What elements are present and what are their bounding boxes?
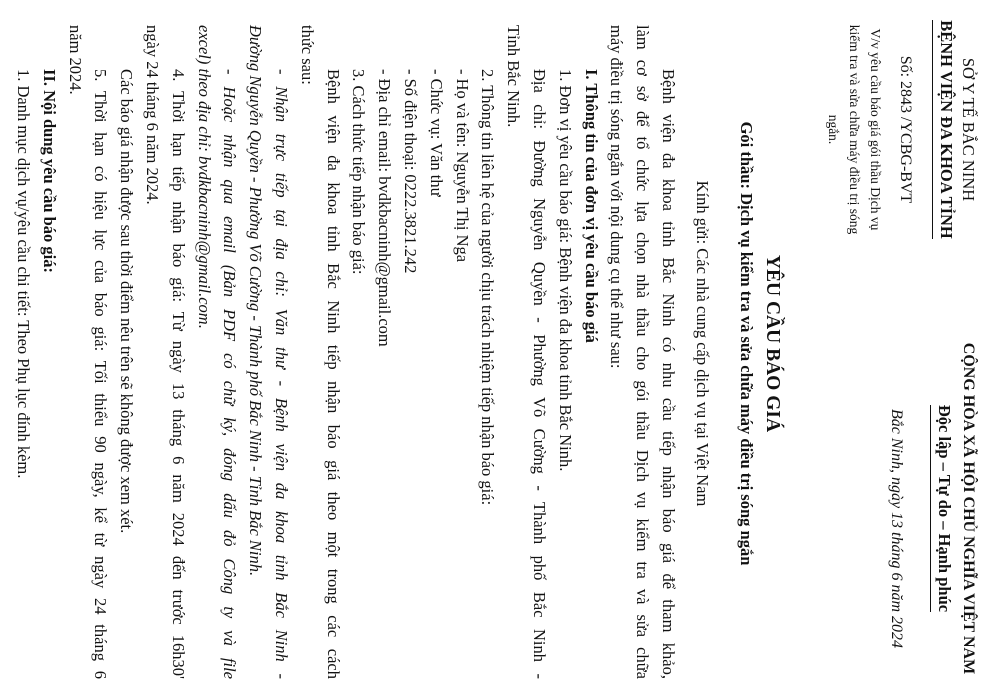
body-line: thức sau: [297, 25, 317, 85]
body-line: - Hoặc nhận qua email (Bản PDF có chữ ký, đóng dấu đỏ Công ty và file [220, 69, 240, 679]
letterhead-right [884, 330, 979, 687]
body-line: làm cơ sở để tổ chức lựa chọn nhà thầu cho gói thầu Dịch vụ kiểm tra và sửa chữa [633, 25, 653, 679]
body-line: 5. Thời hạn có hiệu lực của báo giá: Tối thiểu 90 ngày, kể từ ngày 24 tháng 6 [91, 69, 111, 679]
body-line: Bệnh viện đa khoa tỉnh Bắc Ninh có nhu cầu tiếp nhận báo giá để tham khảo, [659, 69, 678, 679]
organization-name [932, 2, 957, 257]
body-line: II. Nội dung yêu cầu báo giá: [39, 69, 59, 274]
national-motto-line2 [930, 330, 955, 687]
document-title: YÊU CẦU BÁO GIÁ [762, 254, 783, 433]
body-line: Đường Nguyễn Quyền - Phường Võ Cường - Thành phố Bắc Ninh - Tỉnh Bắc Ninh. [246, 25, 266, 577]
national-motto-line1: CỘNG HÒA XÃ HỘI CHỦ NGHĨA VIỆT NAM [960, 342, 977, 675]
body-line: - Chức vụ: Văn thư [426, 69, 446, 197]
place-date-line: Bắc Ninh, ngày 13 tháng 6 năm 2024 [888, 408, 905, 649]
national-motto-underlined: Độc lập – Tự do – Hạnh phúc [930, 405, 955, 612]
body-line: - Nhận trực tiếp tại địa chỉ: Văn thư - Bệnh viện đa khoa tỉnh Bắc Ninh - [272, 69, 292, 679]
body-line: excel) theo địa chỉ: bvdkbacninh@gmail.com. [194, 25, 214, 329]
body-line: 1. Đơn vị yêu cầu báo giá: Bệnh viện đa khoa tỉnh Bắc Ninh. [555, 69, 575, 472]
body-line: Địa chỉ: Đường Nguyễn Quyền - Phường Võ Cường - Thành phố Bắc Ninh - [530, 69, 550, 679]
body-line: ngày 24 tháng 6 năm 2024. [143, 25, 163, 205]
body-line: Bệnh viện đa khoa tỉnh Bắc Ninh tiếp nhận báo giá theo một trong các cách [323, 69, 343, 679]
body-line: - Họ và tên: Nguyễn Thị Nga [452, 69, 472, 263]
salutation: Kính gửi: Các nhà cung cấp dịch vụ tại Việt Nam [693, 180, 712, 507]
body-line: I. Thông tin của đơn vị yêu cầu báo giá [581, 69, 601, 343]
reference-number: Số: 2843 /YCBG-BVT [897, 55, 914, 204]
body-line: 1. Danh mục dịch vụ/yêu cầu chi tiết: Theo Phụ lục đính kèm. [14, 69, 34, 479]
letterhead [791, 0, 979, 687]
letterhead-left [823, 2, 979, 257]
department-name: SỞ Y TẾ BẮC NINH [959, 57, 978, 202]
body-line: máy điều trị sóng ngắn với nội dung cụ thể như sau: [607, 25, 627, 369]
body-line: 3. Cách thức tiếp nhận báo giá: [349, 69, 369, 275]
subject-note: V/v yêu cầu báo giá gói thầu Dịch vụ kiểm tra và sửa chữa máy điều trị sóng ngắn. [826, 24, 883, 235]
body-line: - Số điện thoại: 0222.3821.242 [401, 69, 421, 274]
body-line: năm 2024. [65, 25, 85, 95]
organization-name-underlined: BỆNH VIỆN ĐA KHOA TỈNH [932, 20, 957, 239]
package-title: Gói thầu: Dịch vụ kiểm tra và sửa chữa máy điều trị sóng ngắn [737, 121, 756, 566]
document-body [10, 25, 681, 679]
body-line: Các báo giá nhận được sau thời điểm nêu trên sẽ không được xem xét. [117, 69, 137, 534]
body-line: 2. Thông tin liên hệ của người chịu trách nhiệm tiếp nhận báo giá: [478, 69, 498, 506]
body-line: - Địa chỉ email: bvdkbacninh@gmail.com [375, 69, 395, 347]
body-line: Tỉnh Bắc Ninh. [504, 25, 524, 128]
body-line: 4. Thời hạn tiếp nhận báo giá: Từ ngày 13 tháng 6 năm 2024 đến trước 16h30' [168, 69, 188, 679]
